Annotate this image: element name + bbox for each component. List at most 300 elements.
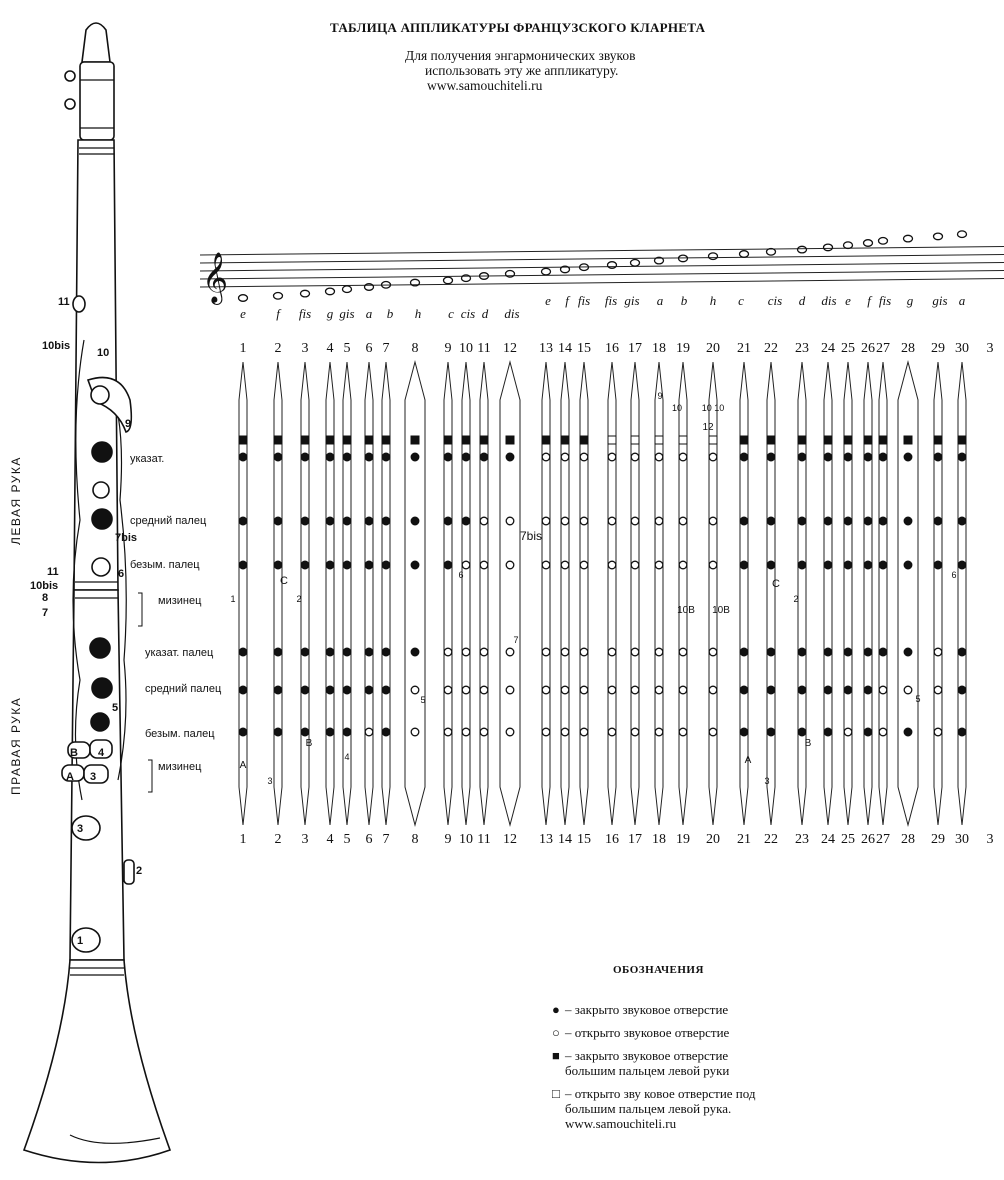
closed-hole-mark — [844, 686, 852, 694]
key-label: 3 — [77, 823, 84, 835]
open-hole-mark — [679, 453, 687, 461]
open-hole-mark — [934, 648, 942, 656]
bell — [24, 960, 170, 1163]
fingering-spindle — [631, 362, 639, 825]
closed-hole-mark — [444, 517, 452, 525]
closed-hole-mark — [879, 453, 887, 461]
thumb-open-mark — [679, 436, 687, 444]
note-name: fis — [604, 293, 618, 308]
thumb-closed-mark — [844, 436, 852, 444]
column-number-top: 3 — [301, 341, 309, 356]
filled-circle-icon: ● — [552, 1002, 560, 1017]
thumb-closed-mark — [274, 436, 282, 444]
closed-hole-mark — [824, 561, 832, 569]
open-hole-mark — [679, 728, 687, 736]
closed-hole-mark — [274, 453, 282, 461]
closed-hole-mark — [958, 648, 966, 656]
column-number-top: 8 — [411, 341, 419, 356]
chart-mark: 6 — [458, 570, 464, 580]
column-number-top: 2 — [274, 341, 282, 356]
closed-hole-mark — [239, 561, 247, 569]
closed-hole-mark — [274, 686, 282, 694]
column-number-bottom: 29 — [931, 832, 945, 847]
column-number-bottom: 25 — [841, 832, 855, 847]
closed-hole-mark — [879, 517, 887, 525]
legend-item-open: ○ – открыто звуковое отверстие — [552, 1025, 730, 1040]
closed-hole-mark — [740, 517, 748, 525]
column-number-top: 20 — [706, 341, 720, 356]
column-number-top: 14 — [558, 341, 572, 356]
closed-hole-mark — [904, 728, 912, 736]
fingering-spindle — [864, 362, 872, 825]
closed-hole-mark — [904, 648, 912, 656]
closed-hole-mark — [411, 648, 419, 656]
closed-hole-mark — [326, 728, 334, 736]
fingering-spindle — [405, 362, 425, 825]
open-hole-mark — [561, 517, 569, 525]
note-head — [798, 246, 807, 253]
column-number-bottom: 6 — [365, 832, 373, 847]
closed-hole-mark — [365, 561, 373, 569]
chart-mark: C — [772, 578, 780, 590]
column-number-bottom: 15 — [577, 832, 591, 847]
closed-hole-mark — [740, 453, 748, 461]
closed-hole-mark — [824, 517, 832, 525]
note-name: gis — [339, 306, 355, 321]
column-number-bottom: 7 — [382, 832, 390, 847]
open-hole-mark — [679, 517, 687, 525]
fingering-spindle — [382, 362, 390, 825]
note-head — [958, 231, 967, 238]
key-label: 1 — [77, 935, 84, 947]
note-head — [904, 235, 913, 242]
fingering-spindle — [879, 362, 887, 825]
closed-hole-mark — [411, 561, 419, 569]
column-number-bottom: 19 — [676, 832, 690, 847]
column-number-top: 5 — [343, 341, 351, 356]
finger-label: мизинец — [158, 761, 202, 773]
chart-mark: A — [744, 755, 752, 766]
column-number-bottom: 8 — [411, 832, 419, 847]
closed-hole-mark — [824, 453, 832, 461]
open-hole-mark — [542, 728, 550, 736]
open-hole-mark — [679, 648, 687, 656]
column-number-top: 17 — [628, 341, 642, 356]
thumb-closed-mark — [864, 436, 872, 444]
chart-mark: 2 — [793, 594, 799, 604]
closed-hole-mark — [904, 453, 912, 461]
closed-hole-mark — [904, 561, 912, 569]
closed-hole-mark — [343, 648, 351, 656]
closed-hole-mark — [274, 517, 282, 525]
open-hole-mark — [480, 517, 488, 525]
closed-hole-mark — [879, 561, 887, 569]
subtitle-line: Для получения энгармонических звуков — [405, 48, 636, 63]
closed-hole-mark — [879, 648, 887, 656]
key-label: 6 — [118, 568, 125, 580]
finger-label: указат. — [130, 453, 165, 465]
treble-clef-icon: 𝄞 — [202, 253, 229, 302]
key-label: 9 — [125, 418, 132, 430]
chart-mark: 10B — [677, 605, 695, 616]
column-number-bottom: 12 — [503, 832, 517, 847]
closed-hole-mark — [767, 648, 775, 656]
note-name: g — [326, 306, 334, 321]
key-label: B — [70, 747, 78, 759]
open-hole-mark — [561, 453, 569, 461]
closed-hole-mark — [934, 517, 942, 525]
note-name: f — [867, 293, 871, 308]
key-label: 3 — [90, 771, 97, 783]
thumb-closed-mark — [740, 436, 748, 444]
finger-label: средний палец — [130, 515, 207, 527]
column-number-top: 22 — [764, 341, 778, 356]
closed-hole-mark — [301, 561, 309, 569]
column-number-bottom: 11 — [477, 832, 491, 847]
fingering-spindle — [580, 362, 588, 825]
column-number-bottom: 30 — [955, 832, 969, 847]
key-label: 4 — [98, 747, 105, 759]
column-number-bottom: 23 — [795, 832, 809, 847]
open-hole-mark — [904, 686, 912, 694]
open-hole-mark — [542, 517, 550, 525]
note-name: a — [656, 293, 664, 308]
column-number-top: 30 — [955, 341, 969, 356]
key-label: 7 — [42, 607, 49, 619]
thumb-closed-mark — [444, 436, 452, 444]
closed-hole-mark — [326, 648, 334, 656]
chart-mark: A — [239, 760, 247, 771]
open-hole-mark — [631, 728, 639, 736]
closed-hole-mark — [844, 517, 852, 525]
closed-hole-mark — [740, 561, 748, 569]
open-hole-mark — [608, 686, 616, 694]
open-hole-mark — [608, 517, 616, 525]
open-hole-mark — [934, 728, 942, 736]
note-name: c — [448, 306, 454, 321]
closed-hole-mark — [365, 517, 373, 525]
key-label: 7bis — [115, 532, 138, 544]
chart-mark: 12 — [702, 422, 714, 433]
closed-hole-mark — [844, 648, 852, 656]
note-name: f — [276, 306, 280, 321]
open-hole-mark — [679, 561, 687, 569]
open-hole-mark — [655, 728, 663, 736]
closed-hole-mark — [864, 517, 872, 525]
closed-hole-mark — [239, 686, 247, 694]
thumb-open-mark — [608, 436, 616, 444]
staff-line — [200, 271, 1004, 279]
thumb-closed-mark — [301, 436, 309, 444]
thumb-closed-mark — [904, 436, 912, 444]
column-number-top: 3 — [986, 341, 994, 356]
finger-label: мизинец — [158, 595, 202, 607]
thumb-open-mark — [631, 436, 639, 444]
closed-hole-mark — [343, 517, 351, 525]
open-circle-icon: ○ — [552, 1025, 560, 1040]
thumb-closed-mark — [343, 436, 351, 444]
note-name: b — [680, 293, 688, 308]
note-name: d — [481, 306, 489, 321]
thumb-closed-mark — [958, 436, 966, 444]
open-hole-mark — [506, 728, 514, 736]
key-label: 5 — [112, 702, 119, 714]
legend-item-thumb-open: □ – открыто зву ковое отверстие под большим пальцем левой рука. www.samouchiteli.ru — [552, 1086, 756, 1131]
thumb-closed-mark — [506, 436, 514, 444]
finger-label: указат. палец — [145, 647, 214, 659]
closed-hole-mark — [824, 728, 832, 736]
closed-hole-mark — [382, 453, 390, 461]
chart-mark: 10 10 — [701, 403, 725, 413]
closed-hole-mark — [740, 686, 748, 694]
note-head — [879, 238, 888, 245]
column-number-top: 24 — [821, 341, 835, 356]
column-number-bottom: 10 — [459, 832, 473, 847]
chart-mark: 7 — [513, 635, 519, 645]
note-name: fis — [298, 306, 312, 321]
closed-hole-mark — [382, 648, 390, 656]
open-hole-mark — [580, 686, 588, 694]
open-hole-mark — [561, 686, 569, 694]
chart-mark: 10 — [671, 403, 683, 413]
open-hole-mark — [444, 728, 452, 736]
open-hole-mark — [506, 517, 514, 525]
column-number-bottom: 20 — [706, 832, 720, 847]
column-number-bottom: 3 — [986, 832, 994, 847]
closed-hole-mark — [462, 453, 470, 461]
key-label: A — [66, 771, 74, 783]
column-number-top: 9 — [444, 341, 452, 356]
thumb-open-mark — [655, 436, 663, 444]
column-number-top: 6 — [365, 341, 373, 356]
open-hole-mark — [580, 728, 588, 736]
fingering-spindle — [274, 362, 282, 825]
thumb-closed-mark — [326, 436, 334, 444]
column-number-top: 29 — [931, 341, 945, 356]
closed-hole-mark — [301, 686, 309, 694]
column-number-top: 23 — [795, 341, 809, 356]
closed-hole-mark — [480, 453, 488, 461]
fingering-spindle — [500, 362, 520, 825]
column-number-bottom: 1 — [239, 832, 247, 847]
column-number-bottom: 3 — [301, 832, 309, 847]
column-number-bottom: 14 — [558, 832, 572, 847]
open-hole-mark — [608, 561, 616, 569]
closed-hole-mark — [301, 453, 309, 461]
finger-label: безым. палец — [145, 728, 215, 740]
thumb-closed-mark — [411, 436, 419, 444]
note-head — [608, 262, 617, 269]
column-number-top: 1 — [239, 341, 247, 356]
legend-title: ОБОЗНАЧЕНИЯ — [613, 964, 704, 976]
thumb-closed-mark — [239, 436, 247, 444]
column-number-bottom: 26 — [861, 832, 875, 847]
key-label: 10bis — [30, 580, 59, 592]
open-hole-mark — [709, 728, 717, 736]
closed-hole-mark — [382, 728, 390, 736]
fingering-spindle — [561, 362, 569, 825]
closed-hole-mark — [934, 453, 942, 461]
fingering-spindle — [824, 362, 832, 825]
open-hole-mark — [561, 728, 569, 736]
closed-hole-mark — [824, 648, 832, 656]
open-hole-mark — [934, 686, 942, 694]
open-hole-mark — [480, 648, 488, 656]
closed-hole-mark — [274, 728, 282, 736]
note-name: cis — [460, 306, 476, 321]
fingering-spindle — [326, 362, 334, 825]
fingering-spindle — [655, 362, 663, 825]
note-head — [239, 295, 248, 302]
open-hole-mark — [844, 728, 852, 736]
open-hole-mark — [655, 686, 663, 694]
chart-title: ТАБЛИЦА АППЛИКАТУРЫ ФРАНЦУЗСКОГО КЛАРНЕТА — [330, 20, 706, 35]
closed-hole-mark — [343, 561, 351, 569]
staff-line — [200, 263, 1004, 271]
note-head — [709, 253, 718, 260]
thumb-closed-mark — [382, 436, 390, 444]
note-head — [274, 293, 283, 300]
thumb-closed-mark — [462, 436, 470, 444]
fingering-spindle — [767, 362, 775, 825]
staff-line — [200, 279, 1004, 287]
key-label: 8 — [42, 592, 49, 604]
note-head — [444, 277, 453, 284]
note-name: a — [958, 293, 966, 308]
note-name: c — [738, 293, 744, 308]
column-number-bottom: 9 — [444, 832, 452, 847]
note-name: g — [906, 293, 914, 308]
open-hole-mark — [480, 686, 488, 694]
closed-hole-mark — [958, 453, 966, 461]
note-head — [844, 242, 853, 249]
open-hole-mark — [879, 686, 887, 694]
chart-mark: 10B — [712, 605, 730, 616]
closed-hole-mark — [365, 686, 373, 694]
legend-item-closed: ● – закрыто звуковое отверстие — [552, 1002, 729, 1017]
closed-hole-mark — [274, 648, 282, 656]
open-hole-mark — [608, 728, 616, 736]
fingering-spindle — [608, 362, 616, 825]
key-label: 2 — [136, 865, 143, 877]
closed-hole-mark — [798, 648, 806, 656]
column-number-top: 21 — [737, 341, 751, 356]
note-name: gis — [624, 293, 640, 308]
closed-hole-mark — [864, 648, 872, 656]
note-head — [326, 288, 335, 295]
thumb-closed-mark — [934, 436, 942, 444]
open-hole-mark — [631, 517, 639, 525]
column-number-top: 7 — [382, 341, 390, 356]
fingering-spindle — [462, 362, 470, 825]
closed-hole-mark — [864, 686, 872, 694]
thumb-closed-mark — [798, 436, 806, 444]
thumb-closed-mark — [561, 436, 569, 444]
closed-hole-mark — [798, 453, 806, 461]
chart-mark: 3 — [764, 776, 770, 786]
note-head — [631, 260, 640, 267]
subtitle-line: использовать эту же аппликатуру. — [425, 63, 619, 78]
chart-mark: C — [280, 575, 288, 587]
chart-mark: 9 — [657, 391, 663, 401]
open-hole-mark — [444, 686, 452, 694]
closed-hole-mark — [844, 453, 852, 461]
closed-hole-mark — [934, 561, 942, 569]
open-hole-mark — [462, 686, 470, 694]
note-name: fis — [878, 293, 892, 308]
staff-line — [200, 247, 1004, 255]
closed-hole-mark — [326, 561, 334, 569]
column-number-top: 11 — [477, 341, 491, 356]
closed-hole-mark — [301, 648, 309, 656]
closed-hole-mark — [767, 561, 775, 569]
column-number-bottom: 17 — [628, 832, 642, 847]
note-name: h — [414, 306, 422, 321]
chart-mark: 3 — [267, 776, 273, 786]
open-hole-mark — [561, 648, 569, 656]
thumb-closed-mark — [879, 436, 887, 444]
open-hole-mark — [655, 517, 663, 525]
open-hole-mark — [411, 728, 419, 736]
open-square-icon: □ — [552, 1086, 560, 1101]
open-hole-mark — [631, 561, 639, 569]
right-hand-label: ПРАВАЯ РУКА — [9, 696, 23, 795]
open-hole-mark — [709, 561, 717, 569]
column-number-bottom: 2 — [274, 832, 282, 847]
finger-label: безым. палец — [130, 559, 200, 571]
closed-hole-mark — [958, 686, 966, 694]
column-number-bottom: 28 — [901, 832, 915, 847]
note-head — [365, 284, 374, 291]
closed-hole-mark — [740, 648, 748, 656]
legend-item-thumb-closed: ■ – закрыто звуковое отверстие большим пальцем левой руки — [552, 1048, 730, 1078]
note-head — [343, 286, 352, 293]
column-number-top: 27 — [876, 341, 890, 356]
column-number-top: 4 — [326, 341, 334, 356]
column-number-top: 19 — [676, 341, 690, 356]
chart-mark: 4 — [344, 752, 350, 762]
open-hole-mark — [879, 728, 887, 736]
column-number-bottom: 22 — [764, 832, 778, 847]
note-name: gis — [932, 293, 948, 308]
open-hole-mark — [462, 561, 470, 569]
column-number-bottom: 13 — [539, 832, 553, 847]
closed-hole-mark — [864, 728, 872, 736]
open-hole-mark — [480, 561, 488, 569]
closed-hole-mark — [864, 453, 872, 461]
closed-hole-mark — [798, 517, 806, 525]
closed-hole-mark — [239, 648, 247, 656]
closed-hole-mark — [239, 453, 247, 461]
fingering-spindle — [239, 362, 247, 825]
open-hole-mark — [655, 648, 663, 656]
fingering-columns — [30, 231, 994, 947]
closed-hole-mark — [506, 453, 514, 461]
column-number-top: 26 — [861, 341, 875, 356]
chart-mark: 7bis — [519, 529, 543, 543]
closed-hole-mark — [740, 728, 748, 736]
open-hole-mark — [444, 648, 452, 656]
column-number-bottom: 21 — [737, 832, 751, 847]
closed-hole-mark — [301, 517, 309, 525]
closed-hole-mark — [864, 561, 872, 569]
column-number-top: 28 — [901, 341, 915, 356]
open-hole-mark — [506, 648, 514, 656]
column-number-bottom: 24 — [821, 832, 835, 847]
finger-label: средний палец — [145, 683, 222, 695]
chart-mark: B — [804, 738, 812, 749]
open-hole-mark — [580, 561, 588, 569]
